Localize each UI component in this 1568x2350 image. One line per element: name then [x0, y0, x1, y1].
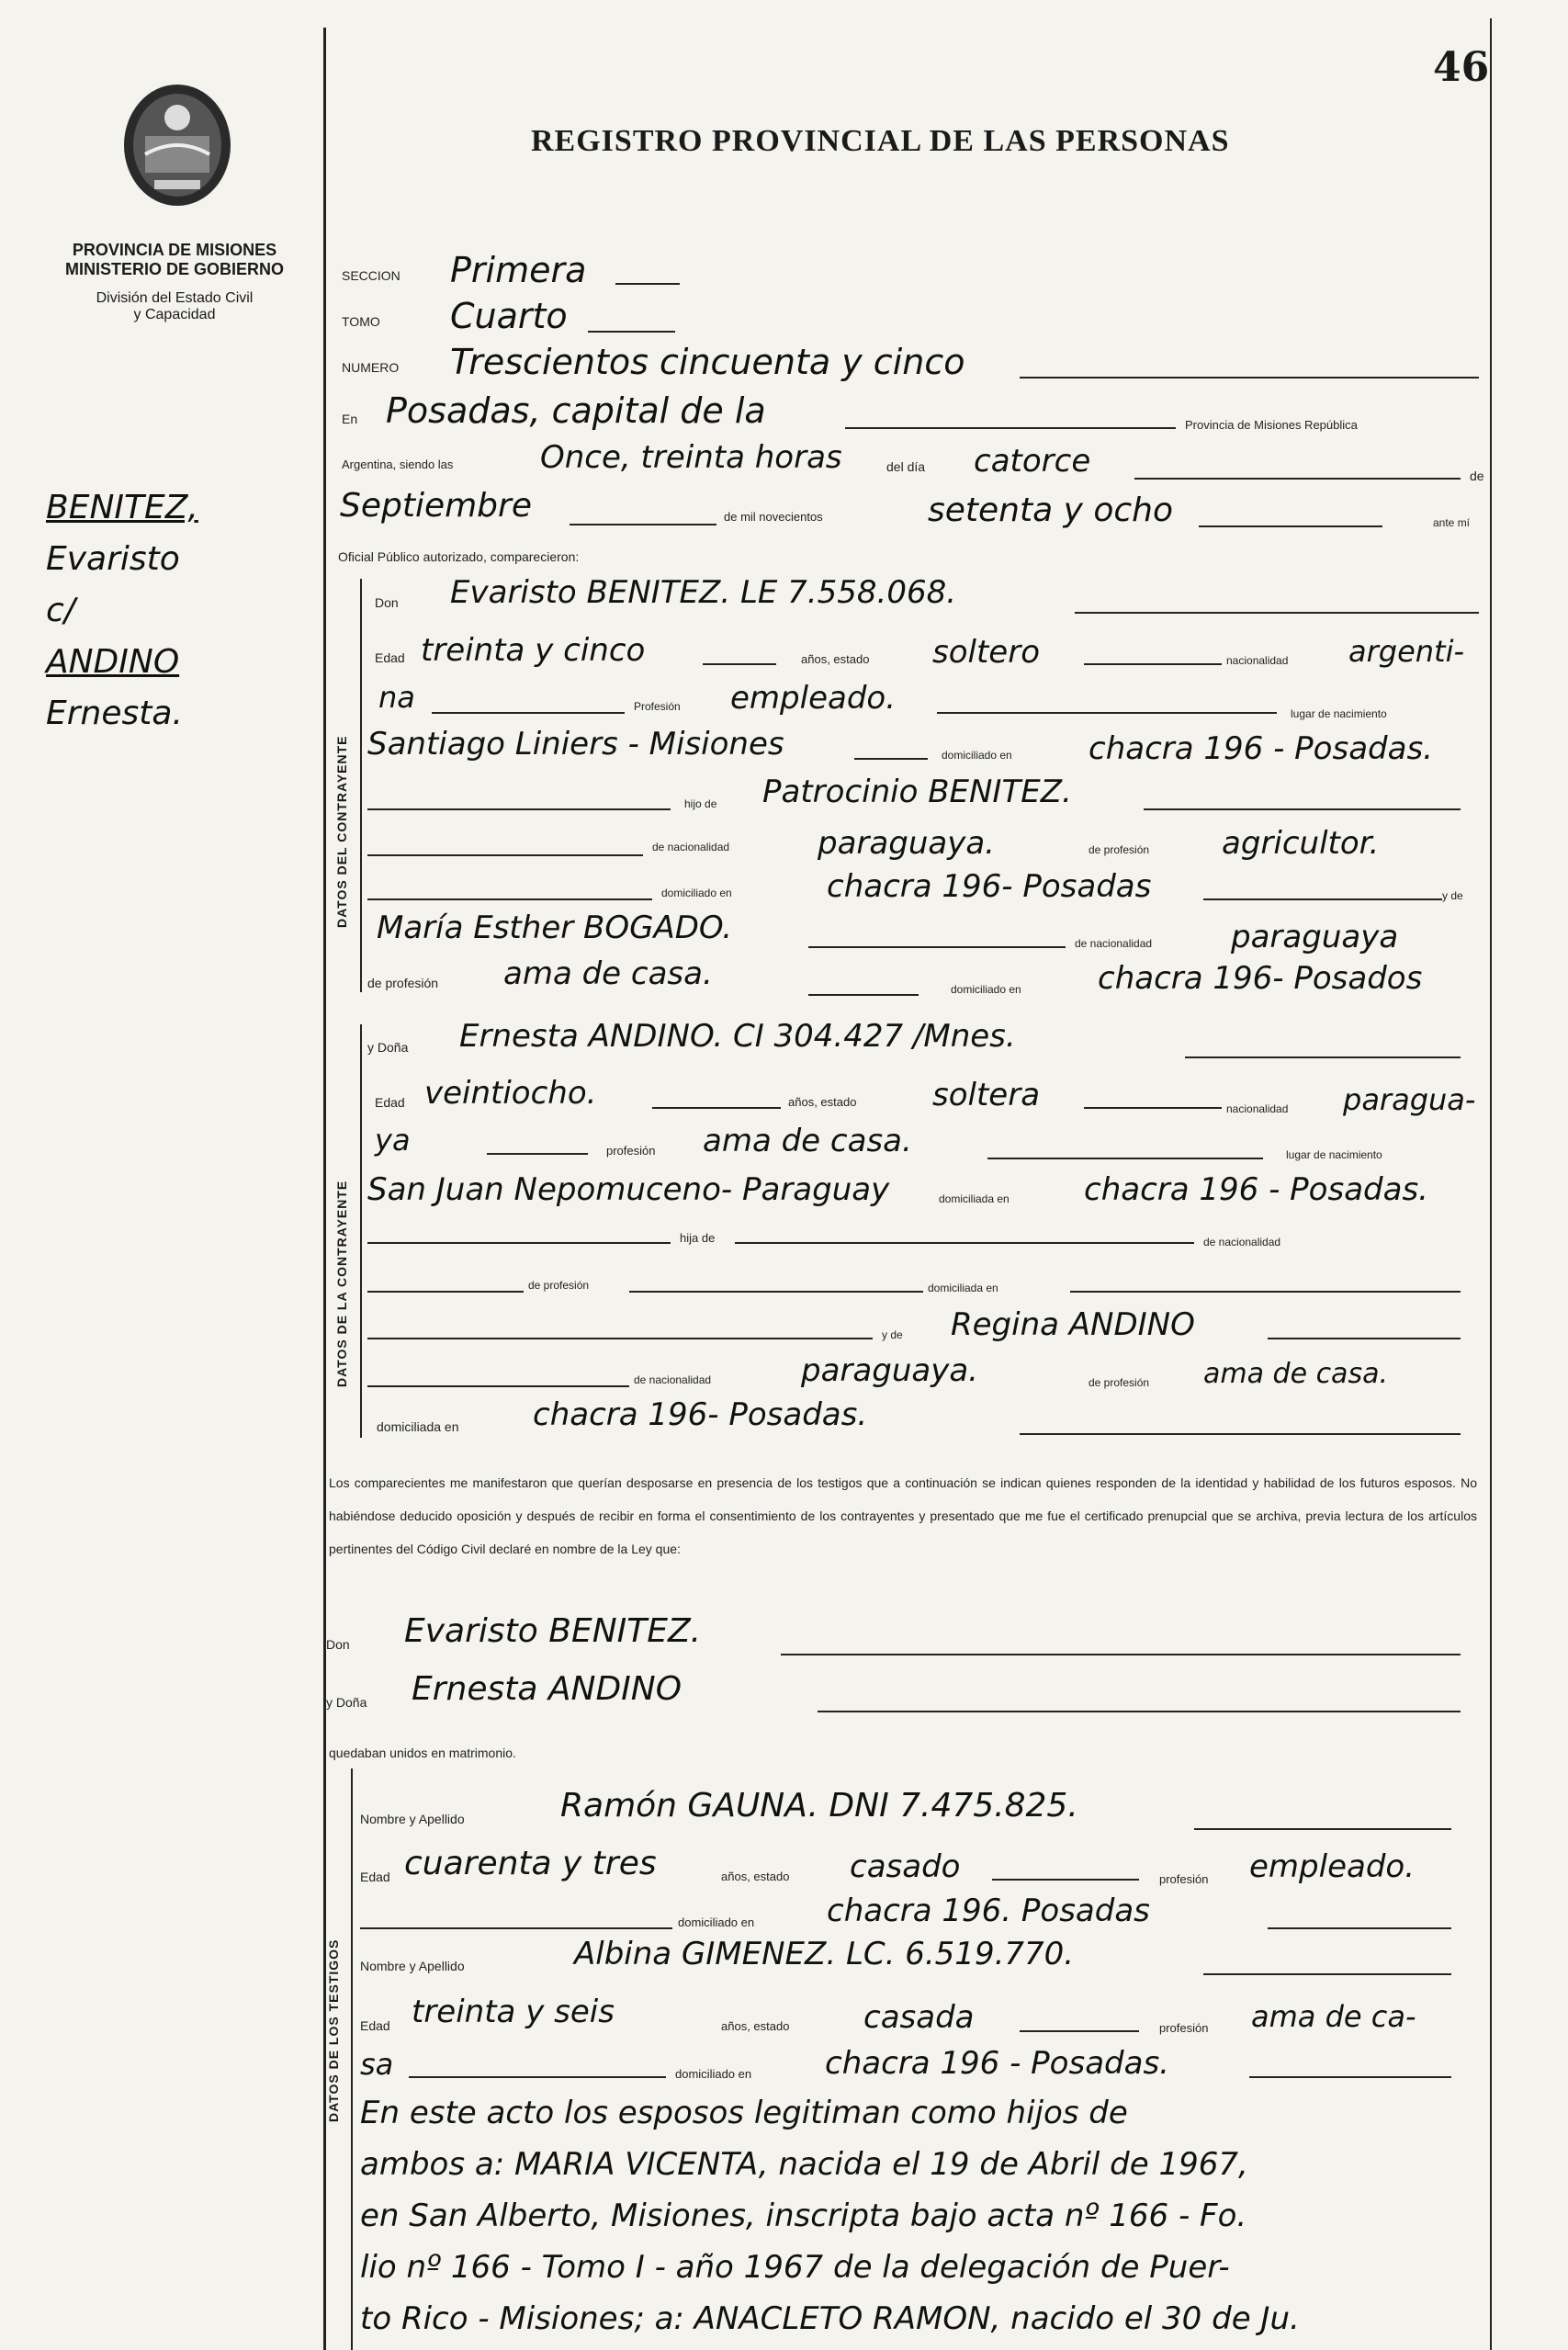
don-label: Don [375, 595, 399, 610]
contrayente2-side-label: DATOS DE LA CONTRAYENTE [334, 1180, 349, 1387]
org-ministry: MINISTERIO DE GOBIERNO [64, 260, 285, 278]
madre2-prof-label: de profesión [1089, 1376, 1150, 1389]
padre-prof-label: de profesión [1089, 843, 1150, 856]
esposo-nombre: Evaristo BENITEZ. [404, 1612, 702, 1650]
declaration-text: Los comparecientes me manifestaron que querían desposarse en presencia de los testigos que a continuación se indican quienes responden de la identidad y habilidad de los futuros esposos. No habiéndose deducido oposición y después de recibir en forma el consentimiento de los contrayentes y presentado que me fue el certificado prenupcial que se archiva, previa lectura de los artículos pertinentes del Código Civil declaré en nombre de la Ley que: [329, 1475, 1477, 1556]
contrayente2-madre-dom: chacra 196- Posadas. [533, 1396, 868, 1433]
madre-dom-label: domiciliado en [951, 983, 1021, 996]
madre-domicilio: chacra 196- Posados [1098, 960, 1423, 997]
contrayente-domicilio: chacra 196 - Posadas. [1089, 730, 1433, 767]
page-title: REGISTRO PROVINCIAL DE LAS PERSONAS [531, 124, 1230, 158]
del-dia-label: del día [886, 459, 926, 474]
t2-dom-label: domiciliado en [675, 2067, 752, 2081]
de-nac2-label: de nacionalidad [1203, 1236, 1281, 1248]
dia-value: catorce [974, 443, 1091, 480]
hija-de-label: hija de [680, 1231, 716, 1245]
en-value: Posadas, capital de la [386, 390, 766, 431]
legitimation-annotation [360, 2087, 1300, 2344]
nacionalidad2-label: nacionalidad [1226, 1102, 1289, 1115]
lugar-nac2-label: lugar de nacimiento [1286, 1148, 1382, 1161]
testigo1-nombre: Ramón GAUNA. DNI 7.475.825. [560, 1787, 1078, 1825]
org-capacity: y Capacidad [133, 307, 216, 322]
nacionalidad-label: nacionalidad [1226, 654, 1289, 667]
madre-prof-label: de profesión [367, 976, 439, 990]
page-number: 46 [1433, 44, 1490, 91]
domiciliado-label: domiciliado en [942, 749, 1012, 762]
contrayente-nombre: Evaristo BENITEZ. LE 7.558.068. [450, 574, 957, 611]
contrayente-lugar-nac: Santiago Liniers - Misiones [367, 726, 784, 763]
margin-note-line4: ANDINO [46, 643, 180, 681]
margin-note-line3: c/ [46, 592, 75, 629]
t1-prof-label: profesión [1159, 1872, 1209, 1886]
padre-nac-label: de nacionalidad [652, 841, 730, 853]
madre-profesion: ama de casa. [503, 955, 713, 992]
hora-value: Once, treinta horas [540, 439, 842, 476]
right-margin-rule [1490, 18, 1492, 2350]
tomo-label: TOMO [342, 314, 380, 329]
oficial-label: Oficial Público autorizado, comparecieron: [338, 549, 580, 564]
numero-label: NUMERO [342, 360, 400, 375]
annotation-line1: En este acto los esposos legitiman como hijos de [360, 2095, 1128, 2131]
contrayente-bracket [360, 579, 362, 992]
y-de2-label: y de [882, 1328, 903, 1341]
contrayente2-domicilio: chacra 196 - Posadas. [1084, 1171, 1428, 1208]
contrayente-profesion: empleado. [730, 680, 897, 717]
anio-value: setenta y ocho [928, 491, 1174, 529]
anios-label: años, estado [801, 652, 870, 666]
mil-label: de mil novecientos [724, 510, 823, 524]
testigo2-edad: treinta y seis [412, 1994, 615, 2030]
contrayente-nacionalidad-b: na [378, 680, 415, 715]
dona-esposa-label: y Doña [326, 1695, 367, 1710]
contrayente2-nombre: Ernesta ANDINO. CI 304.427 /Mnes. [459, 1018, 1016, 1055]
contrayente-side-label: DATOS DEL CONTRAYENTE [334, 735, 349, 928]
padre-domicilio: chacra 196- Posadas [827, 868, 1152, 905]
padre-nacionalidad: paraguaya. [818, 825, 995, 862]
don-esposo-label: Don [326, 1637, 350, 1652]
mes-value: Septiembre [340, 487, 532, 525]
contrayente2-madre-prof: ama de casa. [1203, 1358, 1388, 1390]
madre2-dom-label: domiciliada en [377, 1419, 459, 1434]
contrayente-estado: soltero [932, 634, 1040, 671]
t1-edad-label: Edad [360, 1870, 390, 1884]
edad2-label: Edad [375, 1095, 405, 1110]
t1-anios-label: años, estado [721, 1870, 790, 1883]
en-label: En [342, 412, 358, 426]
contrayente2-lugar-nac: San Juan Nepomuceno- Paraguay [367, 1171, 890, 1208]
t1-nombre-label: Nombre y Apellido [360, 1812, 465, 1826]
t2-edad-label: Edad [360, 2018, 390, 2033]
tomo-value: Cuarto [450, 296, 568, 336]
contrayente2-bracket [360, 1024, 362, 1438]
contrayente-nacionalidad-a: argenti- [1348, 634, 1465, 669]
padre-dom-label: domiciliado en [661, 887, 732, 899]
madre-nombre: María Esther BOGADO. [377, 909, 733, 946]
contrayente2-nacionalidad-a: paragua- [1343, 1082, 1476, 1117]
contrayente2-profesion: ama de casa. [703, 1123, 912, 1159]
t2-anios-label: años, estado [721, 2019, 790, 2033]
testigos-bracket [351, 1768, 353, 2350]
provincial-seal-logo [118, 81, 237, 209]
contrayente2-estado: soltera [932, 1077, 1041, 1113]
testigo2-profesion-a: ama de ca- [1251, 1999, 1416, 2034]
annotation-line5: to Rico - Misiones; a: ANACLETO RAMON, nacido el 30 de Ju. [360, 2300, 1300, 2337]
margin-note-line5: Ernesta. [46, 695, 183, 732]
edad-label: Edad [375, 650, 405, 665]
t2-nombre-label: Nombre y Apellido [360, 1959, 465, 1973]
margin-note [46, 482, 198, 740]
testigo2-domicilio: chacra 196 - Posadas. [825, 2045, 1169, 2082]
seccion-value: Primera [450, 250, 587, 290]
t1-dom-label: domiciliado en [678, 1915, 755, 1929]
testigo1-domicilio: chacra 196. Posadas [827, 1892, 1150, 1929]
contrayente-edad: treinta y cinco [421, 632, 646, 669]
ante-label: ante mí [1433, 516, 1471, 529]
padre-profesion: agricultor. [1222, 825, 1380, 862]
testigo1-profesion: empleado. [1249, 1848, 1416, 1885]
anios2-label: años, estado [788, 1095, 857, 1109]
dona-label: y Doña [367, 1040, 409, 1055]
madre-nacionalidad: paraguaya [1231, 919, 1399, 955]
madre-nac-label: de nacionalidad [1075, 937, 1153, 950]
argentina-label: Argentina, siendo las [342, 458, 454, 471]
org-province: PROVINCIA DE MISIONES [72, 241, 277, 259]
testigo1-edad: cuarenta y tres [404, 1845, 657, 1882]
contrayente2-madre: Regina ANDINO [951, 1306, 1195, 1343]
testigo2-estado: casada [863, 1999, 975, 2036]
de-label: de [1470, 469, 1484, 483]
margin-note-line1: BENITEZ, [46, 489, 198, 526]
hijo-de-label: hijo de [684, 797, 717, 810]
domiciliada2-label: domiciliada en [939, 1192, 1010, 1205]
testigo1-estado: casado [850, 1848, 961, 1885]
esposa-nombre: Ernesta ANDINO [412, 1670, 682, 1708]
y-de-label: y de [1442, 889, 1463, 902]
domiciliada2b-label: domiciliada en [928, 1282, 998, 1294]
contrayente2-edad: veintiocho. [424, 1075, 597, 1112]
testigo2-nombre: Albina GIMENEZ. LC. 6.519.770. [574, 1936, 1075, 1972]
de-prof2-label: de profesión [528, 1279, 590, 1292]
madre2-nac-label: de nacionalidad [634, 1373, 712, 1386]
seccion-label: SECCION [342, 268, 400, 283]
annotation-line4: lio nº 166 - Tomo I - año 1967 de la delegación de Puer- [360, 2249, 1230, 2286]
testigos-side-label: DATOS DE LOS TESTIGOS [326, 1938, 341, 2122]
org-division: División del Estado Civil [96, 290, 254, 306]
unidos-text: quedaban unidos en matrimonio. [329, 1746, 516, 1760]
numero-value: Trescientos cincuenta y cinco [450, 342, 965, 382]
org-block [37, 241, 312, 323]
provincia-label: Provincia de Misiones República [1185, 418, 1358, 432]
profesion-label: Profesión [634, 700, 681, 713]
lugar-nac-label: lugar de nacimiento [1291, 707, 1387, 720]
annotation-line3: en San Alberto, Misiones, inscripta bajo acta nº 166 - Fo. [360, 2197, 1247, 2234]
t2-prof-label: profesión [1159, 2021, 1209, 2035]
profesion2-label: profesión [606, 1144, 656, 1158]
contrayente2-madre-nac: paraguaya. [801, 1352, 978, 1389]
padre-nombre: Patrocinio BENITEZ. [762, 774, 1072, 810]
margin-note-line2: Evaristo [46, 540, 180, 578]
annotation-line2: ambos a: MARIA VICENTA, nacida el 19 de Abril de 1967, [360, 2146, 1248, 2183]
testigo2-profesion-b: sa [360, 2047, 394, 2082]
contrayente2-nacionalidad-b: ya [375, 1123, 411, 1158]
